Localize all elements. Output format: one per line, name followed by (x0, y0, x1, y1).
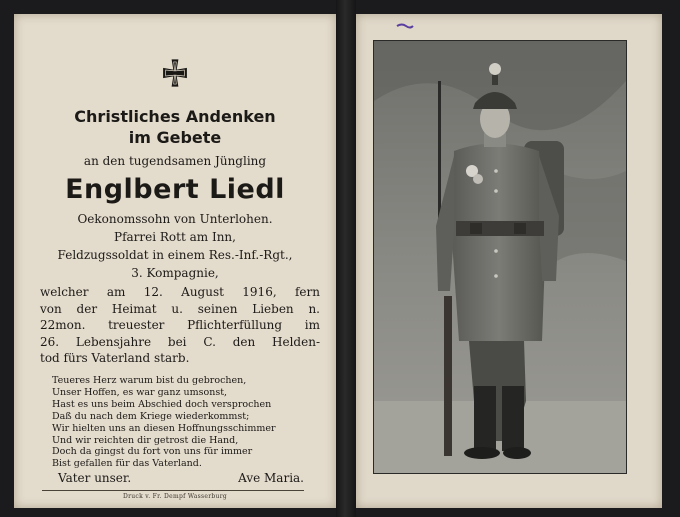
paragraph-line: 22mon. treuester Pflichterfüllung im (40, 318, 320, 332)
poem-line: Doch da gingst du fort von uns für immer (52, 446, 253, 458)
prayer-line (58, 471, 304, 485)
soldier-portrait-image (374, 41, 626, 473)
death-notice-paragraph (40, 284, 320, 367)
printer-imprint: Druck v. Fr. Dempf Wasserburg (122, 493, 228, 500)
detail-line: Feldzugssoldat in einem Res.-Inf.-Rgt., (57, 248, 293, 262)
heading-line-2: im Gebete (128, 128, 222, 147)
paragraph-line: tod fürs Vaterland starb. (40, 351, 190, 365)
poem-line: Unser Hoffen, es war ganz umsonst, (52, 386, 228, 398)
poem-line: Wir hielten uns an diesen Hoffnungsschimmer (52, 422, 276, 434)
poem-line: Daß du nach dem Kriege wiederkommst; (52, 410, 250, 422)
poem-line: Und wir reichten dir getrost die Hand, (52, 434, 239, 446)
prayer-ave-maria: Ave Maria. (238, 471, 304, 485)
poem-line: Teueres Herz warum bist du gebrochen, (52, 375, 247, 386)
memorial-card-photo-side (356, 14, 662, 508)
iron-cross-icon (158, 56, 192, 90)
prayer-vater-unser: Vater unser. (58, 471, 132, 485)
detail-line: Oekonomssohn von Unterlohen. (77, 212, 273, 226)
dedication-line: an den tugendsamen Jüngling (83, 154, 267, 168)
memorial-poem (52, 375, 312, 470)
ink-mark (396, 23, 414, 29)
deceased-name: Englbert Liedl (65, 174, 285, 205)
card-fold (336, 0, 356, 517)
detail-line: 3. Kompagnie, (131, 266, 219, 280)
divider-rule (42, 490, 304, 491)
poem-line: Hast es uns beim Abschied doch versprochen (52, 398, 272, 410)
paragraph-line: 26. Lebensjahre bei C. den Helden- (40, 334, 320, 349)
paragraph-line: welcher am 12. August 1916, fern (40, 285, 320, 299)
soldier-portrait-photo (373, 40, 627, 474)
heading-line-1: Christliches Andenken (74, 107, 276, 126)
paragraph-line: von der Heimat u. seinen Lieben n. (40, 301, 320, 316)
poem-line: Bist gefallen für das Vaterland. (52, 458, 202, 470)
memorial-card-text-side (14, 14, 336, 508)
detail-line: Pfarrei Rott am Inn, (114, 230, 236, 244)
